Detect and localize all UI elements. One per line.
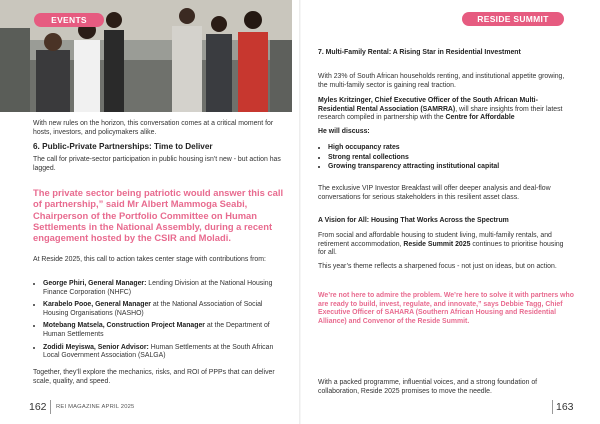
discuss-label: He will discuss: [318, 128, 370, 135]
contributor-name: George Phiri, General Manager: [43, 280, 147, 287]
footer-divider [50, 400, 51, 414]
discuss-list [318, 144, 568, 173]
section-6-heading: 6. Public-Private Partnerships: Time to Deliver [33, 142, 213, 151]
vision-body [318, 232, 568, 258]
contributor-role: at the Department of Human Settlements [43, 322, 270, 338]
footer-divider-right [552, 400, 553, 414]
speaker-name: Myles Kritzinger, Chief Executive Officer of the South African Multi-Residential Rental Association (SAMRRA) [318, 97, 538, 113]
speaker-paragraph [318, 97, 568, 123]
speaker-text: , will share insights from their latest research compiled in partnership with the [318, 105, 563, 122]
pull-quote-seabi: The private sector being patriotic would answer this call of partnership,” said Mr Albert Mammoga Seabi, Chairperson of the Portfolio Committee on Human Settlements in the National Assembly, during a recent engagement hosted by the CSIR and Moladi. [33, 187, 284, 244]
closing-paragraph: With a packed programme, influential voices, and a strong foundation of collaboration, Reside 2025 promises to move the needle. [318, 379, 538, 395]
section-7-heading: 7. Multi-Family Rental: A Rising Star in Residential Investment [318, 49, 521, 56]
contributor-name: Zodidi Meyiswa, Senior Advisor: [43, 343, 149, 351]
list-item: • Strong rental collections [328, 154, 568, 163]
page-number-right: 163 [556, 401, 574, 413]
page-gutter [299, 0, 301, 424]
ppp-outro: Together, they’ll explore the mechanics, risks, and ROI of PPPs that can deliver scale, quality, and speed. [33, 369, 275, 385]
contributor-role: Lending Division at the National Housing Finance Corporation (NHFC) [43, 280, 273, 296]
magazine-title: REI MAGAZINE APRIL 2025 [56, 404, 135, 410]
section-7-body: With 23% of South African households renting, and institutional appetite growing, the multi-family sector is gaining real traction. [318, 73, 565, 89]
partner-name: Centre for Affordable [445, 114, 515, 122]
theme-paragraph: This year’s theme reflects a sharpened focus - not just on ideas, but on action. [318, 263, 557, 270]
vision-heading: A Vision for All: Housing That Works Across the Spectrum [318, 217, 509, 224]
contributor-role: Human Settlements at the South African Local Government Association (SALGA) [43, 343, 274, 360]
list-item: • Growing transparency attracting institutional capital [328, 163, 568, 172]
list-item [43, 301, 285, 318]
contributor-role: at the National Association of Social Housing Organisations (NASHO) [43, 301, 263, 317]
breakfast-paragraph: The exclusive VIP Investor Breakfast will offer deeper analysis and deal-flow conversations for serious stakeholders in this resilient asset class. [318, 185, 551, 201]
section-6-body: The call for private-sector participation in public housing isn’t new - but action has lagged. [33, 156, 281, 172]
intro-paragraph: With new rules on the horizon, this conversation comes at a critical moment for hosts, investors, and policymakers alike. [33, 120, 274, 136]
vision-text-end: continues to prioritise housing for all. [318, 240, 564, 257]
reside-summit-tag: RESIDE SUMMIT [462, 12, 564, 26]
page-number-left: 162 [29, 401, 47, 413]
list-item [43, 344, 285, 361]
list-item [43, 322, 285, 339]
contributors-list [33, 280, 285, 365]
list-item [43, 280, 285, 297]
contributors-intro: At Reside 2025, this call to action takes center stage with contributions from: [33, 256, 266, 263]
contributor-name: Karabelo Pooe, General Manager [43, 301, 151, 309]
contributor-name: Motebang Matsela, Construction Project Manager [43, 322, 205, 330]
event-name: Reside Summit 2025 [403, 240, 471, 248]
list-item: • High occupancy rates [328, 144, 568, 153]
pull-quote-tagg: We’re not here to admire the problem. We’re here to solve it with partners who are ready to build, invest, regulate, and innovate,” says Debbie Tagg, Chief Executive Officer of SAHARA (Southern African Housing and Residential Alliance) and Convenor of the Reside Summit. [318, 292, 574, 325]
vision-text: From social and affordable housing to student living, multi-family rentals, and retirement accommodation, [318, 232, 552, 248]
events-tag: EVENTS [34, 13, 104, 27]
